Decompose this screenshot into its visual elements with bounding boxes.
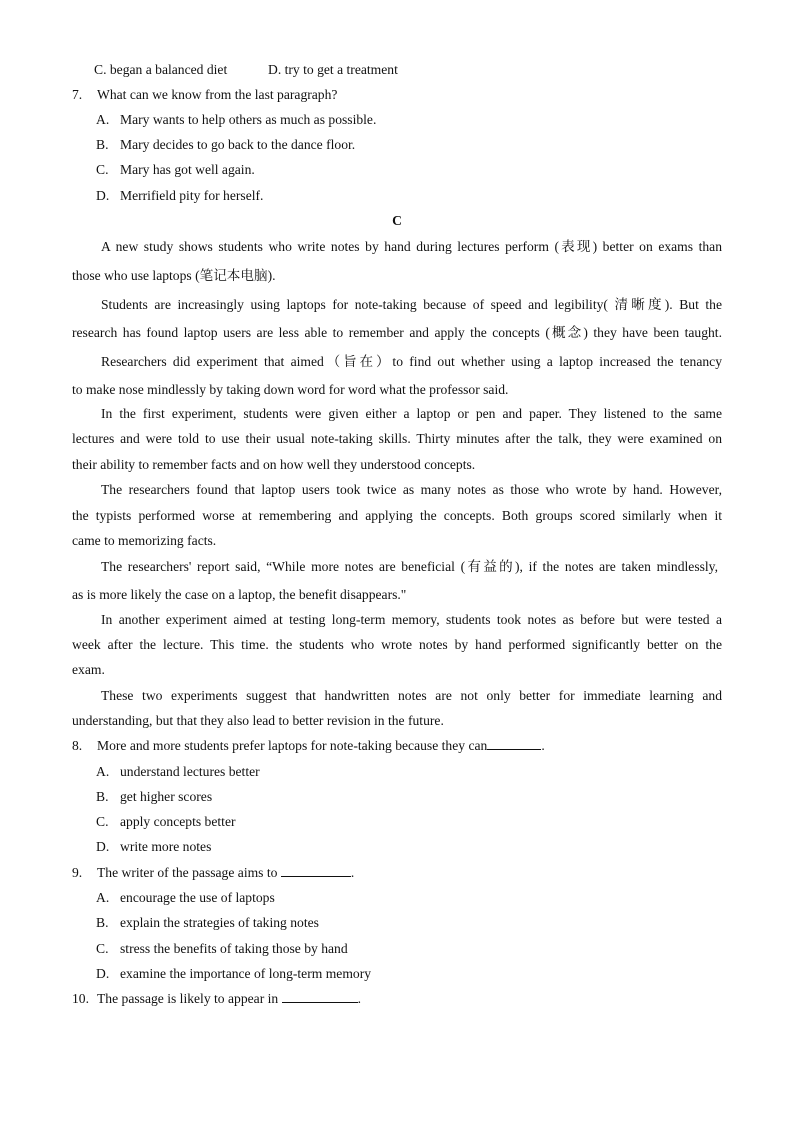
- option-text: apply concepts better: [120, 814, 236, 829]
- passage-line: lectures and were told to use their usual note-taking skills. Thirty minutes after the talk, they were examined on: [72, 431, 722, 446]
- option-letter: C.: [96, 814, 109, 829]
- passage-line: These two experiments suggest that handwritten notes are not only better for immediate learning and: [101, 688, 722, 703]
- question-stem: The passage is likely to appear in: [97, 991, 279, 1006]
- question-7: [72, 86, 337, 104]
- passage-line: their ability to remember facts and on how well they understood concepts.: [72, 457, 476, 472]
- question-stem: What can we know from the last paragraph?: [97, 87, 338, 102]
- answer-blank[interactable]: [282, 990, 358, 1003]
- q7-option-b: [96, 136, 355, 154]
- passage-line: Students are increasingly using laptops for note-taking because of speed and legibility( 清晰度). But the: [101, 297, 722, 312]
- section-title: C: [392, 213, 402, 228]
- option-letter: C.: [96, 941, 109, 956]
- q8-option-c: [96, 813, 236, 831]
- option-text: Mary has got well again.: [120, 162, 255, 177]
- option-text: understand lectures better: [120, 764, 260, 779]
- question-period: .: [357, 991, 362, 1006]
- q9-option-b: [96, 914, 319, 932]
- passage-line: the typists performed worse at remembering and applying the concepts. Both groups scored similarly when it: [72, 508, 722, 523]
- passage-line: exam.: [72, 662, 105, 677]
- passage-line: Researchers did experiment that aimed（旨在）to find out whether using a laptop increased the tenancy: [101, 354, 722, 369]
- question-number: 9.: [72, 865, 83, 880]
- option-letter: A.: [96, 764, 110, 779]
- q7-option-c: [96, 161, 255, 179]
- option-letter: B.: [96, 915, 109, 930]
- q8-option-b: [96, 788, 212, 806]
- question-8: [72, 737, 545, 755]
- question-9: [72, 864, 354, 882]
- passage-line: The researchers found that laptop users took twice as many notes as those who wrote by hand. However,: [101, 482, 722, 497]
- passage-line: In another experiment aimed at testing long-term memory, students took notes as before but were tested a: [101, 612, 722, 627]
- option-c-prev: C. began a balanced diet: [94, 62, 228, 77]
- q8-option-a: [96, 763, 260, 781]
- passage-line: In the first experiment, students were given either a laptop or pen and paper. They listened to the same: [101, 406, 722, 421]
- option-text: get higher scores: [120, 789, 213, 804]
- q9-option-c: [96, 940, 348, 958]
- option-letter: A.: [96, 890, 110, 905]
- passage-line: came to memorizing facts.: [72, 533, 217, 548]
- answer-blank[interactable]: [281, 864, 351, 877]
- q9-option-d: [96, 965, 371, 983]
- question-stem: More and more students prefer laptops for note-taking because they can: [97, 738, 488, 753]
- passage-line: The researchers' report said, “While more notes are beneficial (有益的), if the notes are taken mindlessly,: [101, 559, 718, 574]
- q9-option-a: [96, 889, 275, 907]
- question-period: .: [350, 865, 355, 880]
- option-text: explain the strategies of taking notes: [120, 915, 319, 930]
- q7-option-d: [96, 187, 263, 205]
- q7-option-a: [96, 111, 376, 129]
- passage-line: A new study shows students who write notes by hand during lectures perform (表现) better on exams than: [101, 239, 722, 254]
- answer-blank[interactable]: [487, 737, 541, 750]
- option-letter: D.: [96, 188, 110, 203]
- option-text: encourage the use of laptops: [120, 890, 275, 905]
- option-letter: B.: [96, 137, 109, 152]
- option-text: Mary decides to go back to the dance floor.: [120, 137, 356, 152]
- passage-line: those who use laptops (笔记本电脑).: [72, 268, 276, 283]
- option-d-prev: D. try to get a treatment: [268, 62, 398, 77]
- q8-option-d: [96, 838, 211, 856]
- option-text: Mary wants to help others as much as possible.: [120, 112, 377, 127]
- question-stem: The writer of the passage aims to: [97, 865, 278, 880]
- question-period: .: [541, 738, 545, 753]
- option-letter: B.: [96, 789, 109, 804]
- passage-line: to make nose mindlessly by taking down word for word what the professor said.: [72, 382, 509, 397]
- question-number: 8.: [72, 738, 83, 753]
- option-text: Merrifield pity for herself.: [120, 188, 264, 203]
- passage-line: as is more likely the case on a laptop, the benefit disappears.": [72, 587, 407, 602]
- passage-line: research has found laptop users are less able to remember and apply the concepts (概念) they have been taught.: [72, 325, 722, 340]
- option-letter: D.: [96, 966, 110, 981]
- passage-line: understanding, but that they also lead to better revision in the future.: [72, 713, 444, 728]
- question-number: 7.: [72, 87, 83, 102]
- option-letter: D.: [96, 839, 110, 854]
- question-number: 10.: [72, 991, 89, 1006]
- question-10: [72, 990, 361, 1008]
- option-letter: C.: [96, 162, 109, 177]
- option-text: stress the benefits of taking those by hand: [120, 941, 348, 956]
- passage-line: week after the lecture. This time. the students who wrote notes by hand performed significantly better on the: [72, 637, 722, 652]
- option-letter: A.: [96, 112, 110, 127]
- option-text: write more notes: [120, 839, 212, 854]
- option-text: examine the importance of long-term memory: [120, 966, 372, 981]
